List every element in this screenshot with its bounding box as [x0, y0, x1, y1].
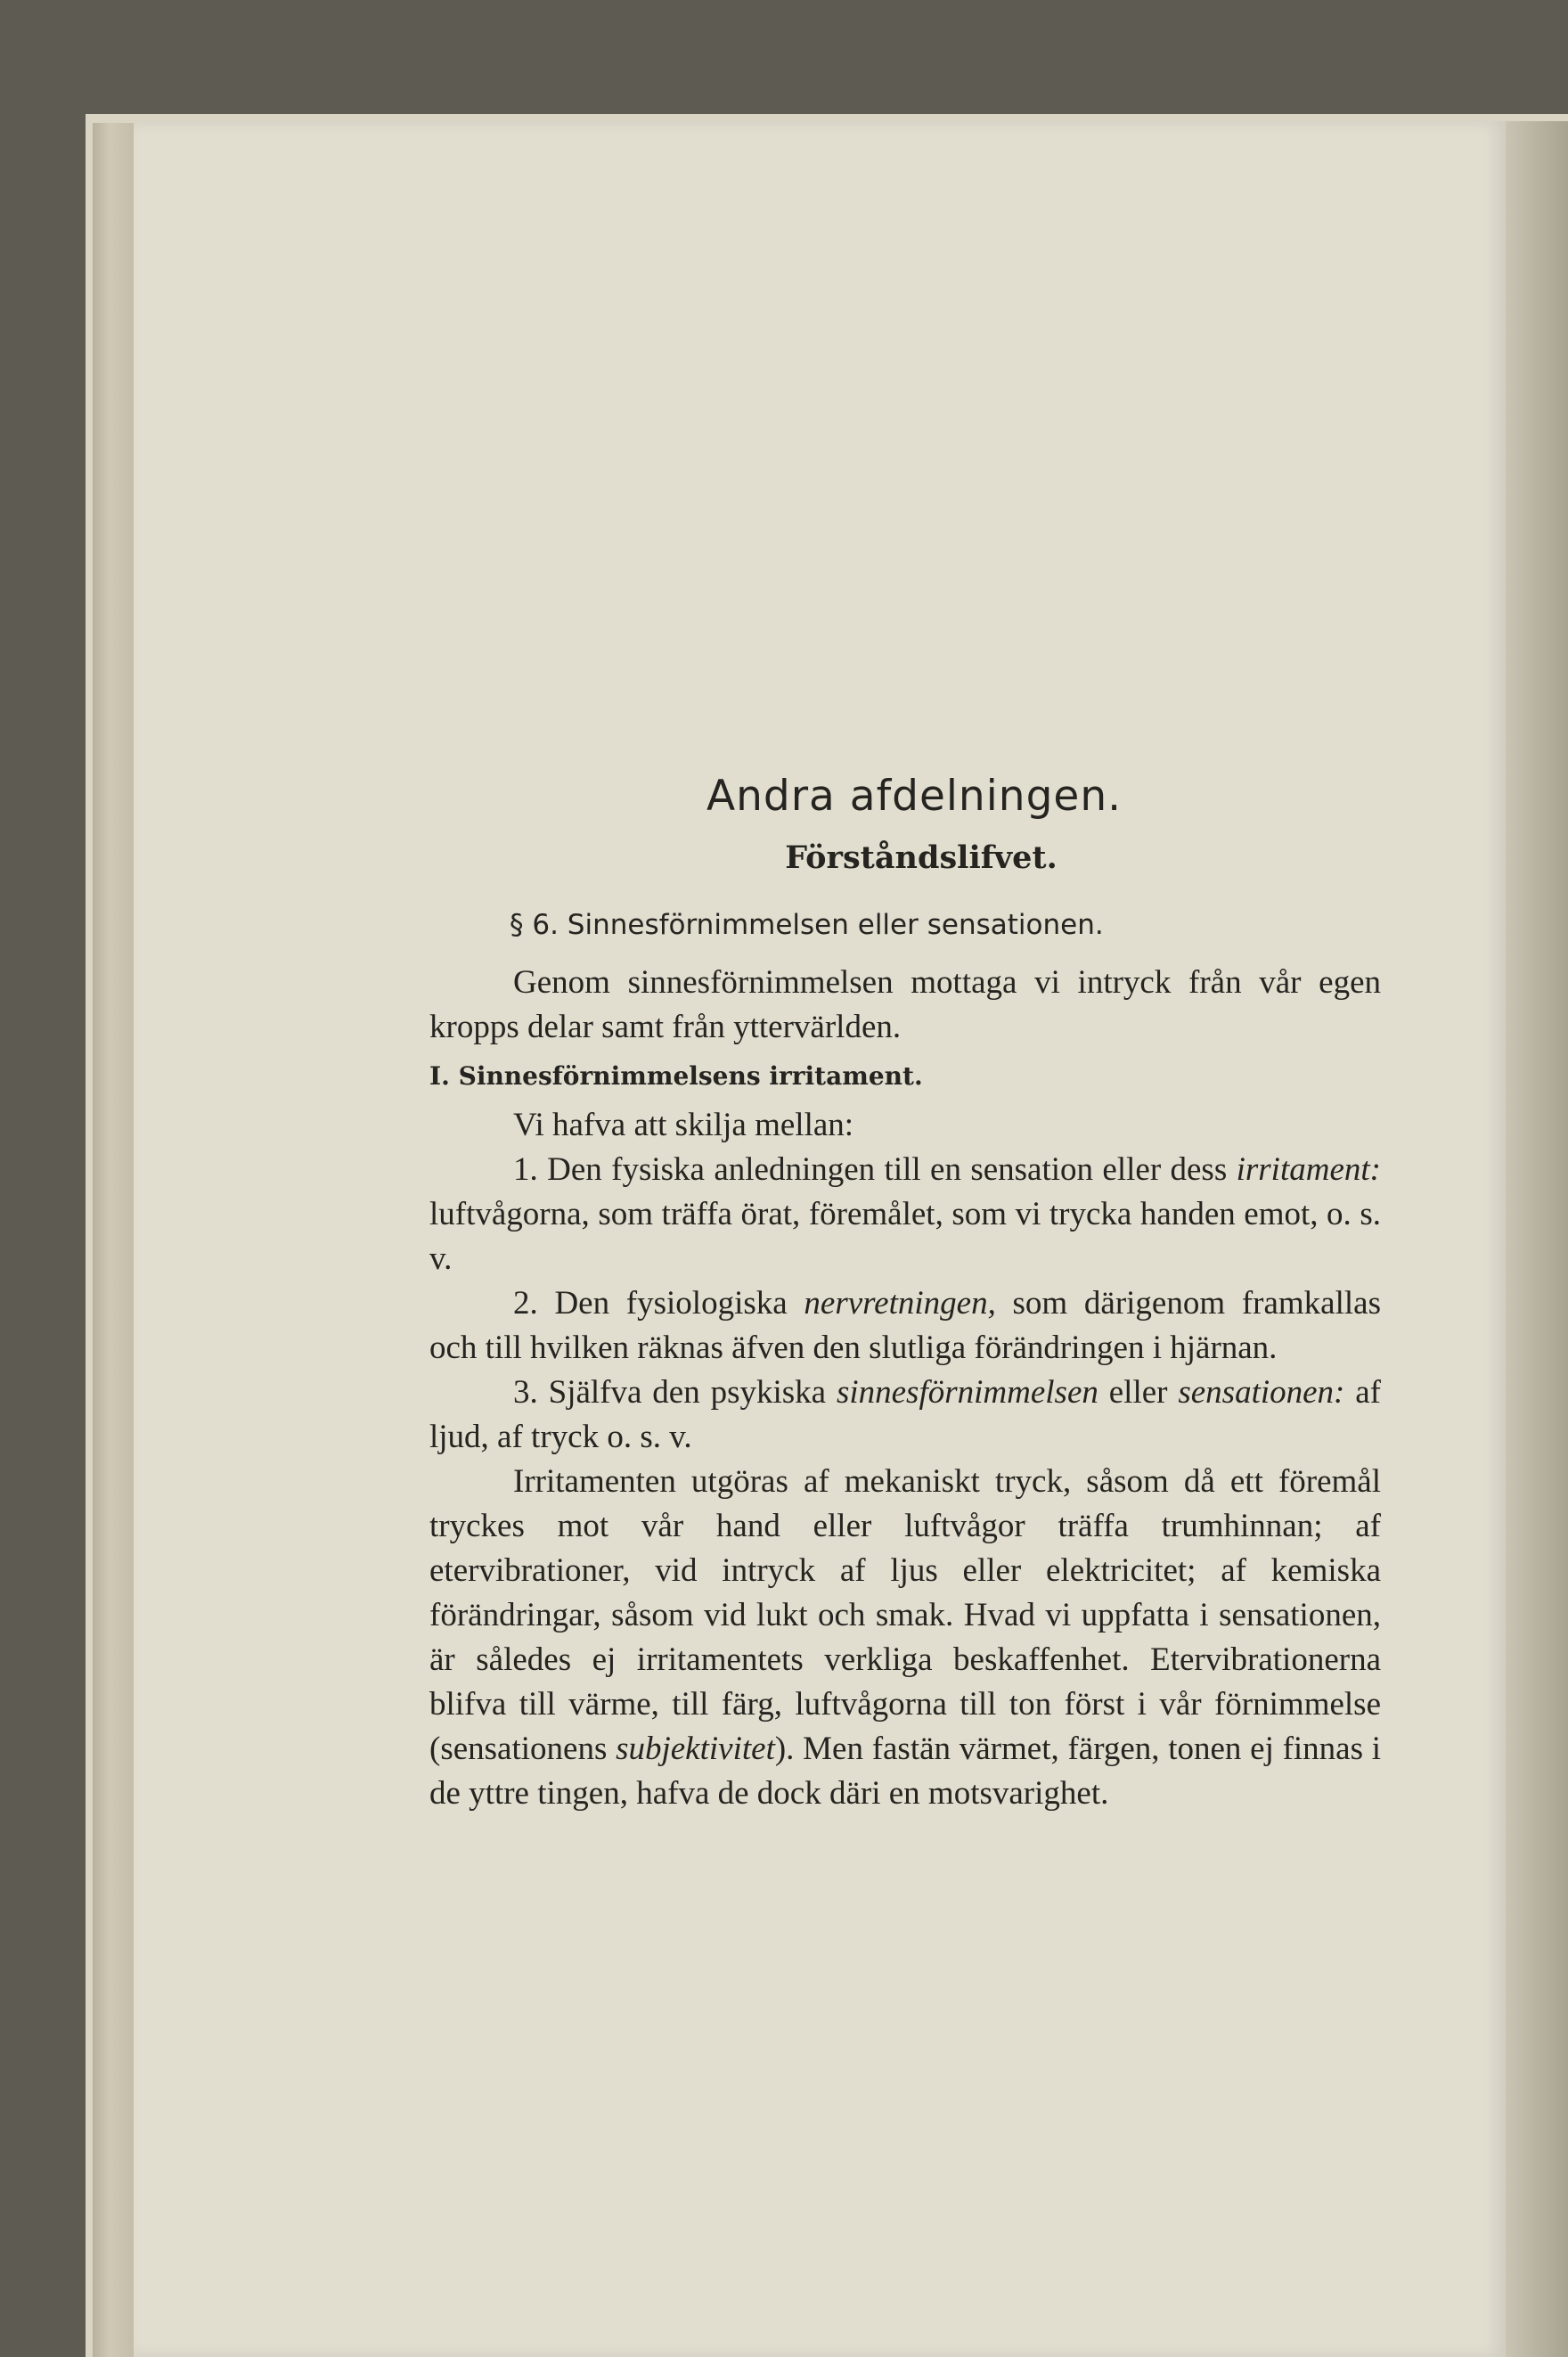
- intro-paragraph: Genom sinnesförnimmelsen mottaga vi intryck från vår egen kropps delar samt från yttervärlden.: [429, 964, 1381, 1045]
- list-item-2-text-b: som därigenom framkallas och till hvilken räknas äfven den slutliga förändringen i hjärnan.: [429, 1285, 1381, 1366]
- section-title-text: Sinnesförnimmelsen eller sensationen.: [567, 909, 1104, 941]
- page-edge: [93, 123, 135, 2357]
- list-item-2-emphasis: nervretningen,: [804, 1285, 996, 1322]
- body-text-a: Irritamenten utgöras af mekaniskt tryck, såsom då ett föremål tryckes mot vår hand eller luftvågor träffa trumhinnan; af etervibrationer, vid intryck af ljus eller elektricitet; af kemiska förändringar, såsom vid lukt och smak. Hvad vi uppfatta i sensationen, är således ej irritamentets verkliga beskaffenhet. Etervibrationerna blifva till värme, till färg, luftvågorna till ton först i vår förnimmelse (sensationens: [429, 1463, 1381, 1767]
- subsection-heading: I. Sinnesförnimmelsens irritament.: [429, 1061, 923, 1091]
- section-number: 6.: [532, 909, 559, 941]
- chapter-subheading: Förståndslifvet.: [785, 839, 1058, 876]
- body-text-b: ). Men fastän värmet, färgen, tonen ej finnas i de yttre tingen, hafva de dock däri en motsvarighet.: [429, 1731, 1381, 1812]
- list-item-1-text-b: luftvågorna, som träffa örat, föremålet, som vi trycka handen emot, o. s. v.: [429, 1196, 1381, 1277]
- body-paragraph: [429, 1460, 1381, 1816]
- section-title: [429, 889, 1381, 961]
- list-item-2: [429, 1281, 1381, 1371]
- list-item-1: [429, 1148, 1381, 1281]
- body-emphasis: subjektivitet: [616, 1731, 775, 1767]
- list-item-3-text-b: eller: [1098, 1374, 1179, 1411]
- page-content: [429, 766, 1381, 1816]
- list-item-3-text-a: 3. Själfva den psykiska: [513, 1374, 837, 1411]
- list-item-3: [429, 1371, 1381, 1460]
- list-item-3-emphasis-2: sensationen:: [1178, 1374, 1345, 1411]
- list-item-3-emphasis-1: sinnesförnimmelsen: [836, 1374, 1098, 1411]
- section-sign: §: [510, 909, 524, 941]
- chapter-heading: Andra afdelningen.: [706, 772, 1123, 821]
- list-item-1-text-a: 1. Den fysiska anledningen till en sensation eller dess: [513, 1151, 1237, 1188]
- book-gutter: [1506, 121, 1568, 2357]
- lead-paragraph: Vi hafva att skilja mellan:: [513, 1107, 854, 1143]
- list-item-2-text-a: 2. Den fysiologiska: [513, 1285, 804, 1322]
- list-item-3-text-c: af ljud, af tryck o. s. v.: [429, 1374, 1382, 1455]
- list-item-1-emphasis: irritament:: [1236, 1151, 1381, 1188]
